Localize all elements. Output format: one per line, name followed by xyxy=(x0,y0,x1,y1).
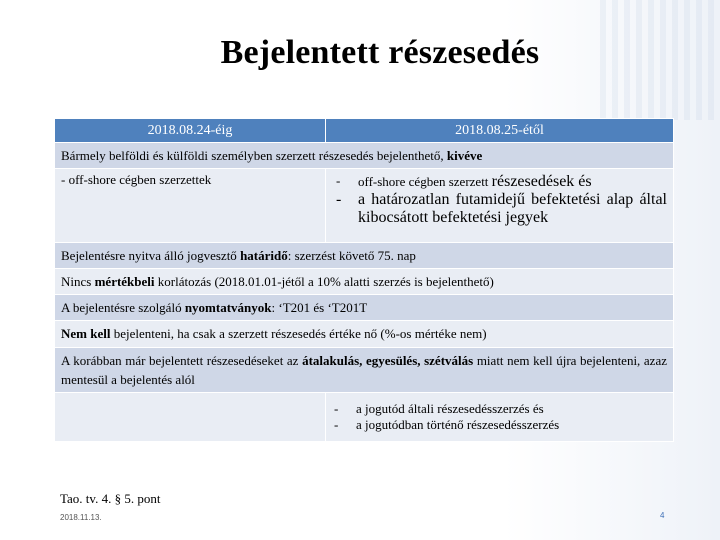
header-col-before: 2018.08.24-éig xyxy=(55,119,326,143)
table-row xyxy=(55,243,674,269)
table-row xyxy=(55,169,674,243)
comparison-table xyxy=(54,118,674,442)
row-exceptions-left: - off-shore cégben szerzettek xyxy=(55,169,326,243)
row-transformation: A korábban már bejelentett részesedéseket az átalakulás, egyesülés, szétválás miatt nem kell újra bejelenteni, azaz mentesül a bejelentés alól xyxy=(55,348,674,393)
list-item: - a határozatlan futamidejű befektetési alap által kibocsátott befektetési jegyek xyxy=(336,191,667,226)
page-title: Bejelentett részesedés xyxy=(220,34,540,71)
header-col-after: 2018.08.25-étől xyxy=(326,119,674,143)
table-row xyxy=(55,269,674,295)
table-row xyxy=(55,321,674,348)
row-exceptions-right xyxy=(326,169,674,243)
list-item: - a jogutódban történő részesedésszerzés xyxy=(334,417,560,432)
row-forms: A bejelentésre szolgáló nyomtatványok: ‘T201 és ‘T201T xyxy=(55,295,674,321)
table-row xyxy=(55,393,674,442)
footer-date: 2018.11.13. xyxy=(60,513,102,522)
table-row xyxy=(55,143,674,169)
row-threshold: Nincs mértékbeli korlátozás (2018.01.01-jétől a 10% alatti szerzés is bejelenthető) xyxy=(55,269,674,295)
row-not-needed: Nem kell bejelenteni, ha csak a szerzett részesedés értéke nő (%-os mértéke nem) xyxy=(55,321,674,348)
row-deadline: Bejelentésre nyitva álló jogvesztő határidő: szerzést követő 75. nap xyxy=(55,243,674,269)
list-item: - off-shore cégben szerzett részesedések és xyxy=(336,173,592,190)
table-header xyxy=(55,119,674,143)
table-row xyxy=(55,295,674,321)
list-item: - a jogutód általi részesedésszerzés és xyxy=(334,401,544,416)
row-any-acquisition: Bármely belföldi és külföldi személyben szerzett részesedés bejelenthető, kivéve xyxy=(55,143,674,169)
page-number: 4 xyxy=(660,511,665,520)
legal-source: Tao. tv. 4. § 5. pont xyxy=(60,491,161,506)
table-row xyxy=(55,348,674,393)
row-successor-right xyxy=(326,393,674,442)
row-successor-left xyxy=(55,393,326,442)
